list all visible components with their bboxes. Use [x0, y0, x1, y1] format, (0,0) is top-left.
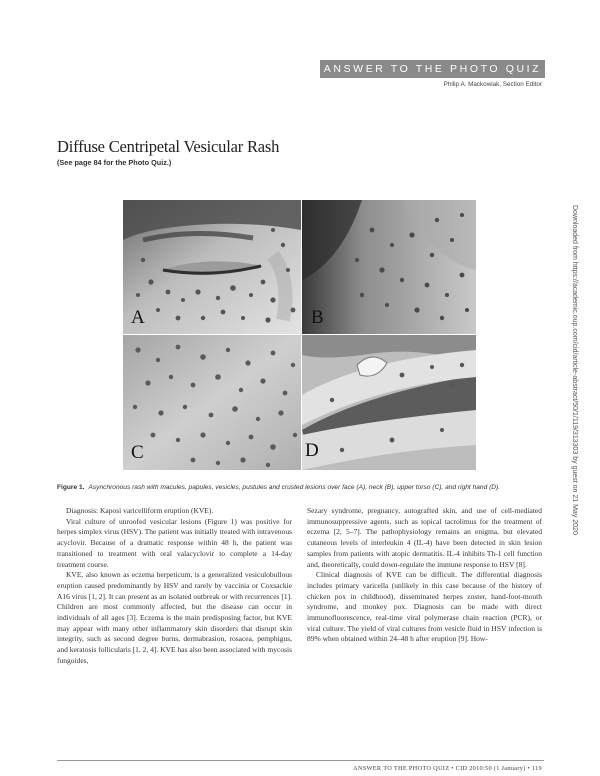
body-column-left [57, 506, 292, 667]
page-footer: ANSWER TO THE PHOTO QUIZ • CID 2010:50 (1 January) • 119 [353, 765, 542, 772]
panel-label-a: A [131, 307, 145, 328]
figure-1 [123, 200, 476, 470]
download-watermark: Downloaded from https://academic.oup.com/cid/article-abstract/50/1/119/313303 by guest on 21 May 2020 [571, 205, 578, 535]
figure-panel-b [302, 200, 476, 334]
section-banner: ANSWER TO THE PHOTO QUIZ [320, 60, 545, 78]
hand-photo [302, 335, 476, 470]
torso-photo [123, 335, 301, 470]
figure-panel-c [123, 335, 301, 470]
face-photo [123, 200, 301, 334]
panel-label-d: D [305, 440, 319, 461]
figure-panel-a [123, 200, 301, 334]
paragraph: KVE, also known as eczema herpeticum, is a generalized vesiculobullous eruption caused predominantly by HSV and rarely by vaccinia or Coxsackie A16 virus [1, 2]. It can present as an isolated outbreak or with recurrences [1]. Children are most commonly affected, but the disease can occur in individuals of all ages [3]. Eczema is the main predisposing factor, but KVE may appear with many other inflammatory skin disorders that disrupt skin integrity, such as second degree burns, dermabrasion, rosacea, pemphigus, and keratosis follicularis [1, 2, 4]. KVE has also been associated with mycosis fungoides, [57, 570, 292, 665]
panel-label-b: B [311, 307, 324, 328]
article-title: Diffuse Centripetal Vesicular Rash [57, 137, 280, 156]
figure-caption [57, 484, 557, 491]
section-editor: Philip A. Mackowiak, Section Editor [443, 81, 542, 88]
footer-rule [57, 760, 544, 761]
caption-text: Asynchronous rash with macules, papules, vesicles, pustules and crusted lesions over face (A), neck (B), upper torso (C), and right hand (D). [88, 484, 501, 491]
panel-label-c: C [131, 442, 144, 463]
article-subtitle: (See page 84 for the Photo Quiz.) [57, 158, 172, 167]
paragraph: Sezary syndrome, pregnancy, autografted skin, and use of cell-mediated immunosuppressive agents, such as topical tacrolimus for the treatment of eczema [2, 5–7]. The pathophysiology remains an enigma, but elevated cutaneous levels of interleukin 4 (IL-4) have been detected in skin lesion samples from patients with atopic dermatitis. IL-4 inhibits Th-1 cell function and, theoretically, could down-regulate the immune response to HSV [8]. [307, 506, 542, 569]
neck-photo [302, 200, 476, 334]
paragraph: Diagnosis: Kaposi varicelliform eruption (KVE). [66, 506, 214, 515]
paragraph: Clinical diagnosis of KVE can be difficult. The differential diagnosis includes primary varicella (unlikely in this case because of the history of chicken pox in childhood), disseminated herpes zoster, hand-foot-mouth syndrome, and monkey pox. Diagnosis can be made with direct immunofluorescence, real-time viral polymerase chain reaction (PCR), or viral culture. The yield of viral cultures from vesicle fluid in HSV infection is 89% when obtained within 24–48 h after eruption [9]. How- [307, 570, 542, 644]
figure-panel-d [302, 335, 476, 470]
paragraph: Viral culture of unroofed vesicular lesions (Figure 1) was positive for herpes simplex virus (HSV). The patient was initially treated with intravenous acyclovir. Because of a dramatic response within 48 h, the patient was transitioned to treatment with oral valacyclovir to complete a 14-day treatment course. [57, 516, 292, 569]
caption-label: Figure 1. [57, 484, 85, 491]
body-column-right [307, 506, 542, 645]
